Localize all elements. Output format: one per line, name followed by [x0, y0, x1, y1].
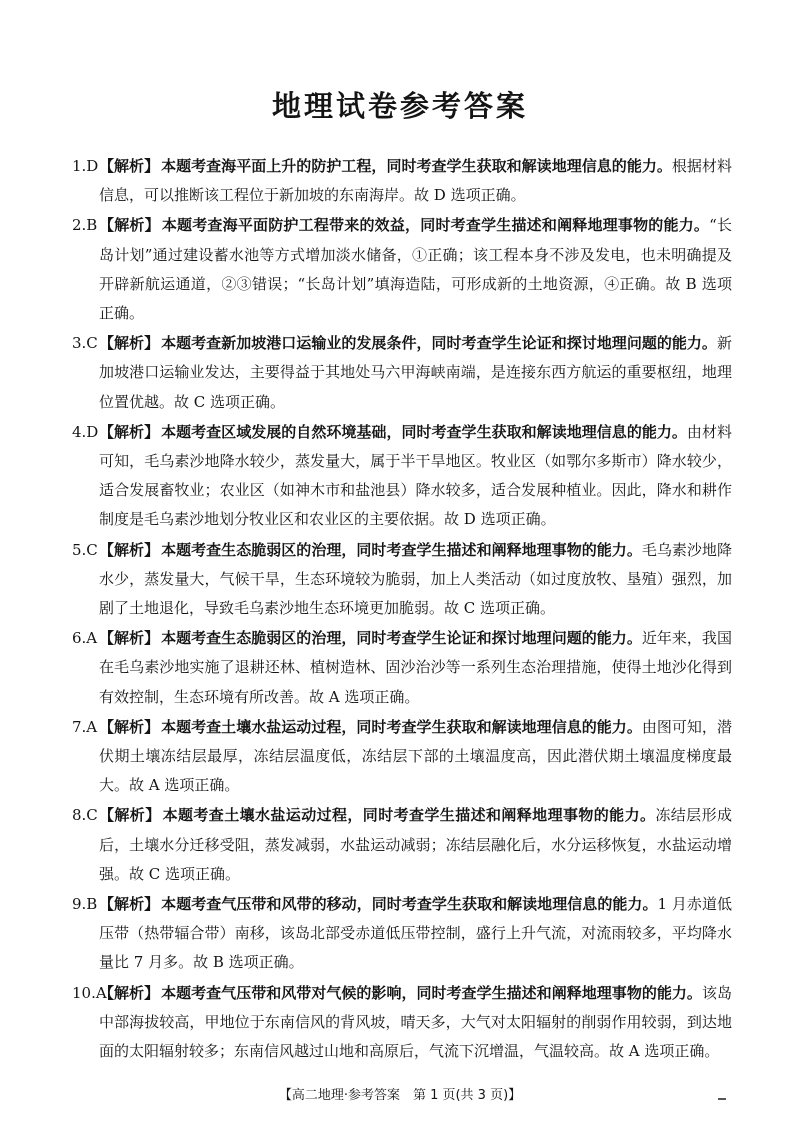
- answer-item: [72, 536, 732, 624]
- answer-number: 10.A: [72, 983, 107, 1002]
- answer-body: 由材料可知，毛乌素沙地降水较少，蒸发量大，属于半干旱地区。牧业区（如鄂尔多斯市）降水较少，适合发展畜牧业；农业区（如神木市和盐池县）降水较多，适合发展种植业。因此，降水和耕作制度是毛乌素沙地划分牧业区和农业区的主要依据。故 D 选项正确。: [99, 422, 732, 529]
- answer-item: [72, 418, 732, 535]
- analysis-tag: 【解析】: [99, 334, 160, 353]
- answer-lead: 本题考查生态脆弱区的治理，同时考查学生论证和探讨地理问题的能力。: [161, 629, 642, 648]
- answer-item: [72, 890, 732, 978]
- analysis-tag: 【解析】: [99, 540, 160, 559]
- answer-number: 8.C: [72, 806, 98, 825]
- answer-lead: 本题考查土壤水盐运动过程，同时考查学生获取和解读地理信息的能力。: [161, 717, 642, 736]
- answer-lead: 本题考查气压带和风带对气候的影响，同时考查学生描述和阐释地理事物的能力。: [161, 983, 702, 1002]
- answer-number: 5.C: [72, 540, 98, 559]
- answer-body: “长岛计划”通过建设蓄水池等方式增加淡水储备，①正确；该工程本身不涉及发电，也未明确提及开辟新航运通道，②③错误；“长岛计划”填海造陆，可形成新的土地资源，④正确。故 B 选项正确。: [99, 216, 732, 323]
- answer-body: 冻结层形成后，土壤水分迁移受阻，蒸发减弱，水盐运动减弱；冻结层融化后，水分运移恢复，水盐运动增强。故 C 选项正确。: [99, 806, 732, 883]
- answer-item: [72, 624, 732, 712]
- answer-body: 1 月赤道低压带（热带辐合带）南移，该岛北部受赤道低压带控制，盛行上升气流，对流雨较多，平均降水量比 7 月多。故 B 选项正确。: [99, 895, 732, 972]
- answer-number: 7.A: [72, 717, 98, 736]
- answer-number: 9.B: [72, 895, 98, 914]
- corner-mark: [718, 1098, 726, 1100]
- analysis-tag: 【解析】: [99, 422, 160, 441]
- answer-body: 由图可知，潜伏期土壤冻结层最厚，冻结层温度低，冻结层下部的土壤温度高，因此潜伏期土壤温度梯度最大。故 A 选项正确。: [99, 717, 732, 795]
- answer-body: 新加坡港口运输业发达，主要得益于其地处马六甲海峡南端，是连接东西方航运的重要枢纽，地理位置优越。故 C 选项正确。: [99, 334, 732, 411]
- answer-lead: 本题考查新加坡港口运输业的发展条件，同时考查学生论证和探讨地理问题的能力。: [161, 334, 717, 353]
- answer-body: 毛乌素沙地降水少，蒸发量大，气候干旱，生态环境较为脆弱，加上人类活动（如过度放牧、垦殖）强烈，加剧了土地退化，导致毛乌素沙地生态环境更加脆弱。故 C 选项正确。: [99, 540, 732, 618]
- answer-lead: 本题考查生态脆弱区的治理，同时考查学生描述和阐释地理事物的能力。: [161, 540, 642, 559]
- answer-number: 6.A: [72, 629, 98, 648]
- answer-number: 4.D: [72, 422, 99, 441]
- answer-item: [72, 152, 732, 210]
- analysis-tag: 【解析】: [99, 983, 160, 1002]
- answer-lead: 本题考查区域发展的自然环境基础，同时考查学生获取和解读地理信息的能力。: [161, 422, 687, 441]
- analysis-tag: 【解析】: [99, 895, 160, 914]
- analysis-tag: 【解析】: [99, 629, 160, 648]
- answer-item: [72, 713, 732, 801]
- answer-number: 2.B: [72, 216, 98, 235]
- analysis-tag: 【解析】: [99, 717, 160, 736]
- analysis-tag: 【解析】: [99, 157, 160, 175]
- answer-number: 1.D: [72, 157, 99, 175]
- answer-item: [72, 801, 732, 889]
- answer-number: 3.C: [72, 334, 98, 353]
- page-title: 地理试卷参考答案: [271, 89, 528, 123]
- answer-lead: 本题考查海平面上升的防护工程，同时考查学生获取和解读地理信息的能力。: [161, 157, 672, 175]
- answer-lead: 本题考查气压带和风带的移动，同时考查学生获取和解读地理信息的能力。: [161, 895, 658, 914]
- analysis-tag: 【解析】: [99, 216, 160, 235]
- page-footer: 【高二地理·参考答案 第 1 页(共 3 页)】: [278, 1088, 522, 1103]
- answer-lead: 本题考查海平面防护工程带来的效益，同时考查学生描述和阐释地理事物的能力。: [161, 216, 710, 235]
- answer-body: 该岛中部海拔较高，甲地位于东南信风的背风坡，晴天多，大气对太阳辐射的削弱作用较弱，到达地面的太阳辐射较多；东南信风越过山地和高原后，气流下沉增温，气温较高。故 A 选项正确。: [99, 983, 732, 1061]
- answer-body: 近年来，我国在毛乌素沙地实施了退耕还林、植树造林、固沙治沙等一系列生态治理措施，使得土地沙化得到有效控制，生态环境有所改善。故 A 选项正确。: [99, 629, 732, 706]
- answer-item: [72, 979, 732, 1067]
- answer-body: 根据材料信息，可以推断该工程位于新加坡的东南海岸。故 D 选项正确。: [99, 157, 732, 205]
- answer-lead: 本题考查土壤水盐运动过程，同时考查学生描述和阐释地理事物的能力。: [162, 806, 656, 825]
- answer-list: [72, 152, 732, 1067]
- answer-item: [72, 329, 732, 417]
- analysis-tag: 【解析】: [99, 806, 161, 825]
- answer-item: [72, 211, 732, 328]
